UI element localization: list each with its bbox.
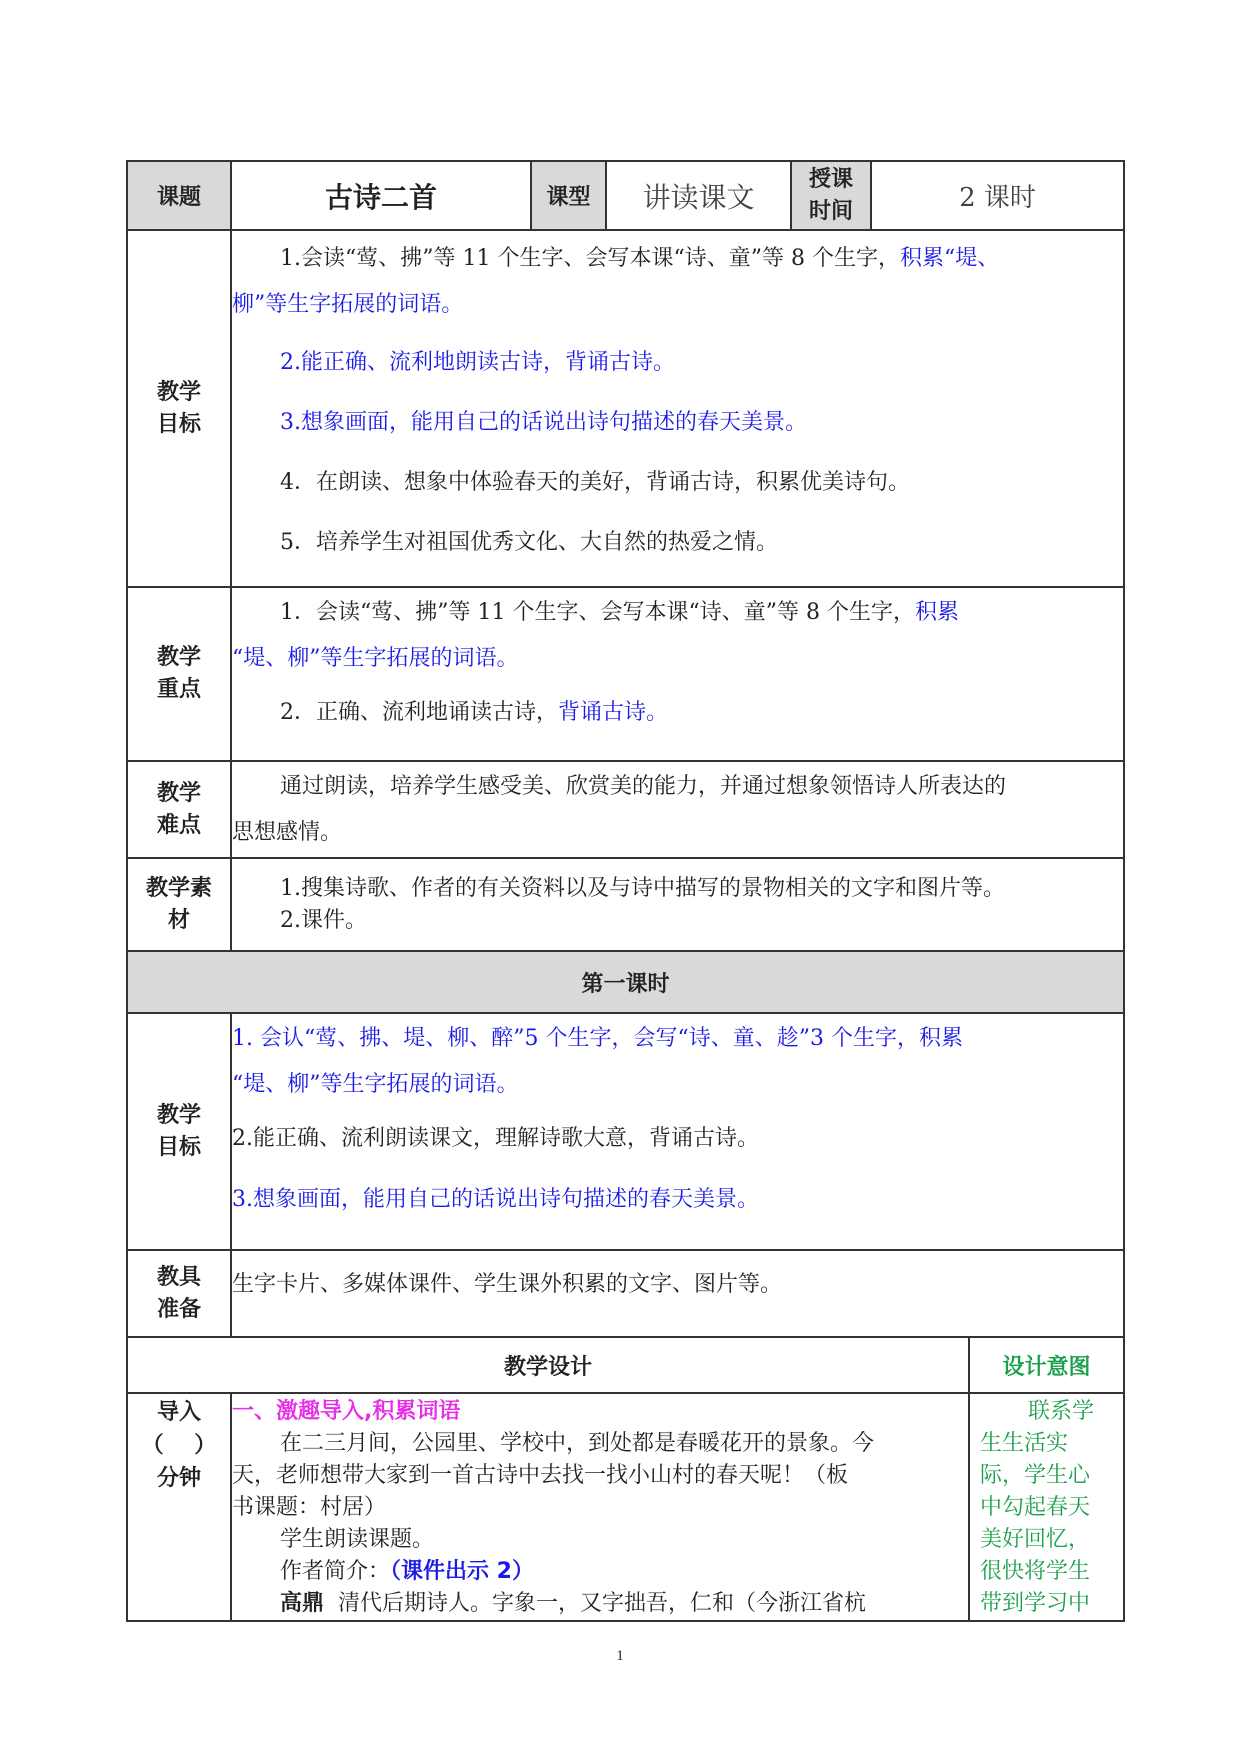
design-header: 教学设计 — [127, 1337, 969, 1393]
para1-line3: 书课题：村居） — [232, 1495, 387, 1520]
materials-row — [127, 858, 1124, 951]
para2: 学生朗读课题。 — [280, 1527, 435, 1552]
difficulty-row — [127, 761, 1124, 858]
intent-line-2: 生生活实 — [980, 1431, 1069, 1456]
para3-prefix: 作者简介： — [280, 1559, 391, 1584]
materials-item-1: 1.搜集诗歌、作者的有关资料以及与诗中描写的景物相关的文字和图片等。 — [280, 875, 1005, 901]
intent-line-6: 很快将学生 — [980, 1559, 1091, 1584]
key-point-item-1-text: 1．会读“莺、拂”等 11 个生字、会写本课“诗、童”等 8 个生字， — [280, 600, 915, 625]
intent-header: 设计意图 — [969, 1337, 1124, 1393]
goals-label-line2: 目标 — [156, 411, 201, 437]
intro-label-line2: （ ） — [141, 1433, 217, 1458]
goal-item-1-cont: 柳”等生字拓展的词语。 — [232, 292, 464, 317]
goal-item-5: 5．培养学生对祖国优秀文化、大自然的热爱之情。 — [280, 530, 778, 555]
lesson-goals-label-line1: 教学 — [156, 1102, 201, 1128]
design-content-row — [127, 1393, 1124, 1621]
lesson-goals-label — [127, 1013, 231, 1250]
lesson-goals-row — [127, 1013, 1124, 1250]
key-points-label-line2: 重点 — [156, 677, 201, 702]
difficulty-label-line2: 难点 — [156, 812, 201, 838]
materials-content — [231, 858, 1124, 951]
goal-item-2: 2.能正确、流利地朗读古诗，背诵古诗。 — [280, 350, 675, 375]
difficulty-line1: 通过朗读，培养学生感受美、欣赏美的能力，并通过想象领悟诗人所表达的 — [280, 773, 1007, 799]
difficulty-label-line1: 教学 — [156, 780, 201, 806]
time-value: 2 课时 — [871, 161, 1124, 230]
goal-item-3: 3.想象画面，能用自己的话说出诗句描述的春天美景。 — [280, 410, 807, 435]
key-point-item-2-text: 2．正确、流利地诵读古诗， — [280, 700, 558, 725]
key-points-label — [127, 587, 231, 761]
intent-line-3: 际，学生心 — [980, 1463, 1091, 1488]
key-point-item-1 — [232, 590, 1123, 636]
materials-label — [127, 858, 231, 951]
materials-label-line2: 材 — [167, 907, 190, 933]
goals-label — [127, 230, 231, 587]
difficulty-content — [231, 761, 1124, 858]
materials-label-line1: 教学素 — [145, 875, 212, 901]
header-row — [127, 161, 1124, 230]
intent-line-1: 联系学 — [1028, 1399, 1095, 1424]
para4-bold: 高鼎 — [280, 1591, 325, 1616]
intent-line-7: 带到学习中 — [980, 1591, 1091, 1616]
page-number: 1 — [616, 1648, 624, 1664]
goals-label-line1: 教学 — [156, 379, 201, 405]
design-content — [231, 1393, 969, 1621]
key-point-item-1-highlight: 积累 — [914, 600, 959, 625]
goal-item-4: 4．在朗读、想象中体验春天的美好，背诵古诗，积累优美诗句。 — [280, 470, 910, 495]
lesson-goal-item-2: 2.能正确、流利朗读课文，理解诗歌大意，背诵古诗。 — [232, 1126, 759, 1151]
type-label: 课型 — [531, 161, 606, 230]
lesson-goals-content — [231, 1013, 1124, 1250]
materials-item-2: 2.课件。 — [280, 907, 367, 933]
goal-item-1-text: 1.会读“莺、拂”等 11 个生字、会写本课“诗、童”等 8 个生字， — [280, 246, 900, 271]
lesson-goals-label-line2: 目标 — [156, 1134, 201, 1160]
key-points-content — [231, 587, 1124, 761]
key-point-item-2 — [232, 682, 1123, 744]
section-row — [127, 951, 1124, 1013]
prep-content: 生字卡片、多媒体课件、学生课外积累的文字、图片等。 — [231, 1250, 1124, 1337]
para3 — [232, 1556, 964, 1588]
lesson-goal-item-3: 3.想象画面，能用自己的话说出诗句描述的春天美景。 — [232, 1187, 759, 1212]
design-header-row — [127, 1337, 1124, 1393]
difficulty-label — [127, 761, 231, 858]
intent-line-4: 中勾起春天 — [980, 1495, 1091, 1520]
topic-value: 古诗二首 — [231, 161, 531, 230]
step-title: 一、激趣导入,积累词语 — [232, 1399, 461, 1424]
para4-text: 清代后期诗人。字象一，又字拙吾，仁和（今浙江省杭 — [324, 1591, 867, 1616]
intro-label — [127, 1393, 231, 1621]
prep-row — [127, 1250, 1124, 1337]
intent-content — [969, 1393, 1124, 1621]
topic-label: 课题 — [127, 161, 231, 230]
lesson-goal-item-1: 1. 会认“莺、拂、堤、柳、醉”5 个生字，会写“诗、童、趁”3 个生字，积累 — [232, 1026, 963, 1051]
time-label-line2: 时间 — [808, 198, 853, 224]
para4 — [232, 1588, 964, 1620]
para3-highlight: （课件出示 2） — [390, 1559, 534, 1584]
lesson-goal-item-1-cont: “堤、柳”等生字拓展的词语。 — [232, 1072, 519, 1097]
intro-label-line3: 分钟 — [156, 1466, 201, 1491]
goals-row — [127, 230, 1124, 587]
prep-label-line2: 准备 — [156, 1296, 201, 1322]
lesson-plan-table — [126, 160, 1125, 1622]
key-point-item-2-highlight: 背诵古诗。 — [558, 700, 669, 725]
key-points-label-line1: 教学 — [156, 645, 201, 670]
type-value: 讲读课文 — [606, 161, 791, 230]
time-label — [791, 161, 871, 230]
difficulty-line2: 思想感情。 — [232, 819, 343, 845]
key-point-item-1-cont: “堤、柳”等生字拓展的词语。 — [232, 646, 519, 671]
time-label-line1: 授课 — [808, 166, 853, 192]
goals-content — [231, 230, 1124, 587]
section-title: 第一课时 — [127, 951, 1124, 1013]
para1-line2: 天，老师想带大家到一首古诗中去找一找小山村的春天呢！（板 — [232, 1463, 849, 1488]
prep-label — [127, 1250, 231, 1337]
goal-item-1-highlight: 积累“堤、 — [899, 246, 1000, 271]
intro-label-line1: 导入 — [156, 1400, 201, 1425]
intent-line-5: 美好回忆， — [980, 1527, 1091, 1552]
prep-label-line1: 教具 — [156, 1264, 201, 1290]
para1-line1: 在二三月间，公园里、学校中，到处都是春暖花开的景象。今 — [280, 1431, 875, 1456]
goal-item-1 — [232, 235, 1123, 283]
key-points-row — [127, 587, 1124, 761]
